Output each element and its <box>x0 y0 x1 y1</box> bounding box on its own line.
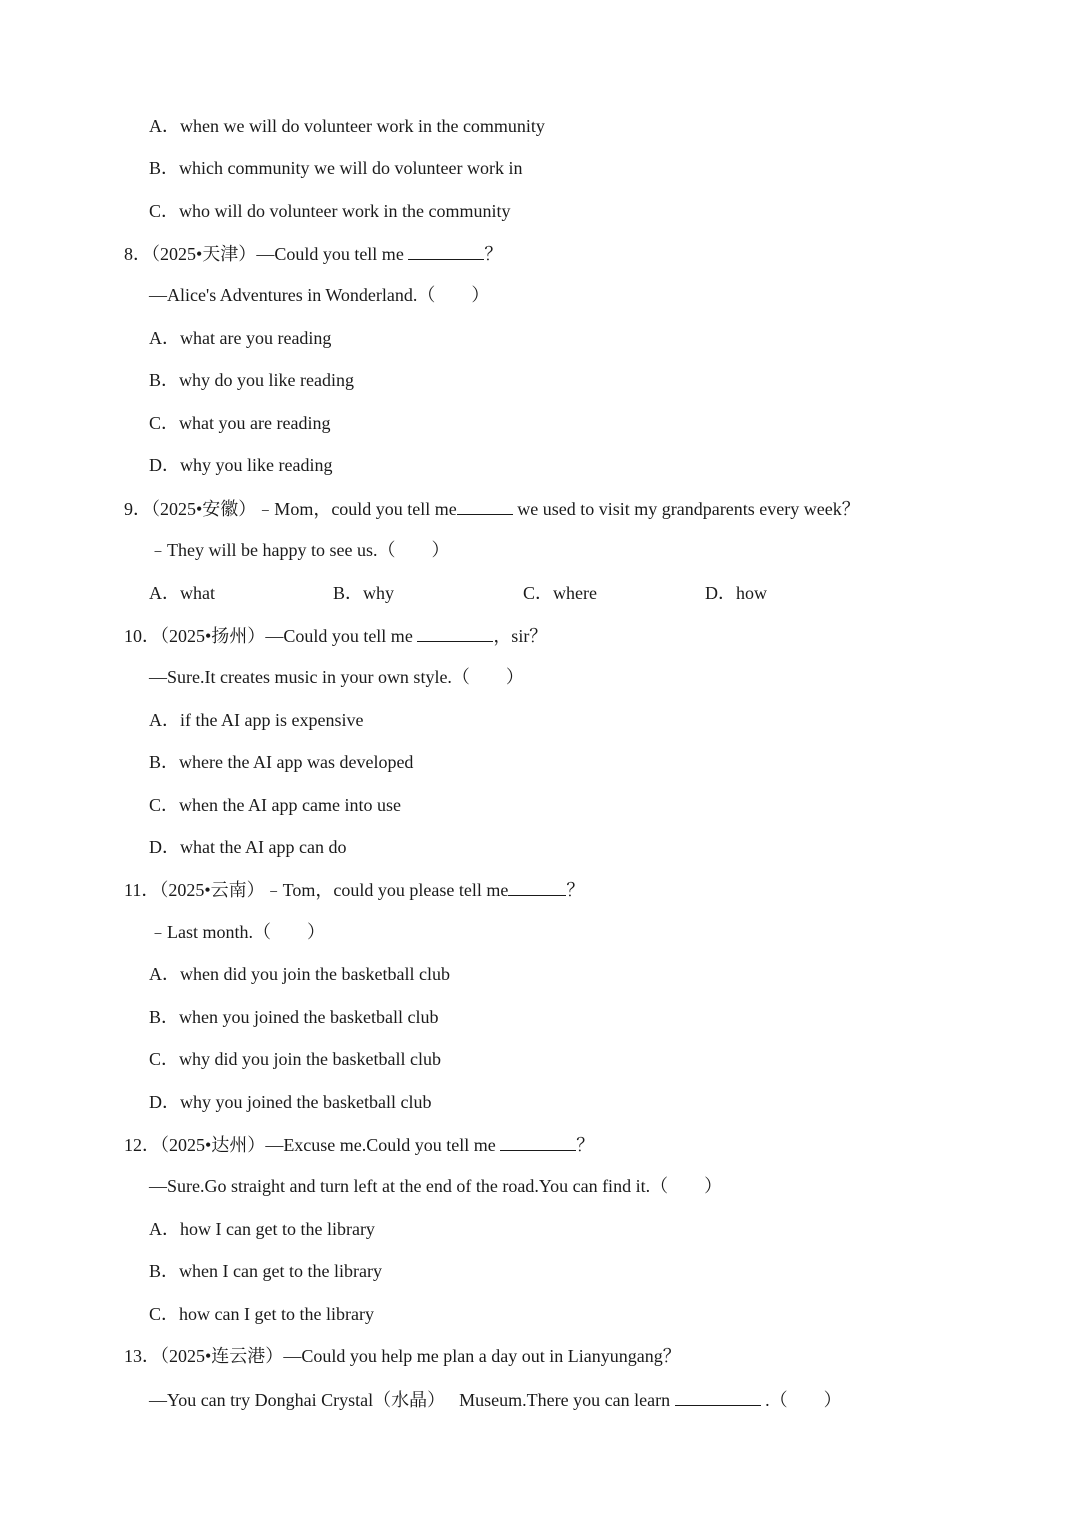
q7-option-c[interactable] <box>149 199 510 223</box>
option-text: why <box>363 583 395 603</box>
question-text: —Excuse me.Could you tell me <box>265 1135 496 1155</box>
answer-blank[interactable] <box>508 877 566 896</box>
q11-option-b[interactable] <box>149 1005 438 1029</box>
q13-stem <box>124 1344 681 1368</box>
option-label: A． <box>149 1219 180 1239</box>
option-label: A． <box>149 116 180 136</box>
q9-option-b[interactable] <box>333 581 394 605</box>
answer-blank[interactable] <box>417 623 493 642</box>
q9-option-c[interactable] <box>523 581 597 605</box>
option-label: A． <box>149 583 180 603</box>
q13-response <box>149 1387 842 1411</box>
answer-blank[interactable] <box>408 241 484 260</box>
q10-response: —Sure.It creates music in your own style.（ ） <box>149 667 524 687</box>
q11-response: ﹣Last month.（ ） <box>149 922 325 942</box>
q8-option-d[interactable] <box>149 453 332 477</box>
q8-stem <box>124 241 502 265</box>
q11-option-d[interactable] <box>149 1090 431 1114</box>
q10-stem <box>124 623 547 647</box>
q12-option-a[interactable] <box>149 1217 375 1241</box>
q9-stem <box>124 496 860 520</box>
question-text: —Could you tell me <box>256 244 404 264</box>
option-label: B． <box>149 752 180 772</box>
q12-option-c[interactable] <box>149 1302 374 1326</box>
question-text-end: ？ <box>566 880 585 900</box>
option-text: what <box>180 583 215 603</box>
option-text: when did you join the basketball club <box>180 964 450 984</box>
option-label: C． <box>149 201 180 221</box>
q9-option-d[interactable] <box>705 581 767 605</box>
question-text-end: ？ <box>576 1135 595 1155</box>
option-label: D． <box>149 837 180 857</box>
question-source: （2025•扬州） <box>160 626 266 646</box>
option-label: A． <box>149 964 180 984</box>
question-number: 11． <box>124 880 160 900</box>
q11-stem <box>124 877 584 901</box>
option-label: B． <box>149 1007 180 1027</box>
q10-option-d[interactable] <box>149 835 346 859</box>
q7-option-b[interactable] <box>149 156 522 180</box>
q11-option-c[interactable] <box>149 1047 441 1071</box>
option-text: when the AI app came into use <box>179 795 401 815</box>
q10-option-a[interactable] <box>149 708 363 732</box>
q12-stem <box>124 1132 594 1156</box>
answer-blank[interactable] <box>675 1387 761 1406</box>
option-text: why do you like reading <box>179 370 354 390</box>
option-text: which community we will do volunteer work in <box>179 158 523 178</box>
question-source: （2025•连云港） <box>160 1346 284 1366</box>
option-text: why did you join the basketball club <box>179 1049 441 1069</box>
question-number: 8． <box>124 244 151 264</box>
option-text: what the AI app can do <box>180 837 347 857</box>
option-label: D． <box>705 583 736 603</box>
question-number: 9． <box>124 499 151 519</box>
option-text: what you are reading <box>179 413 331 433</box>
option-text: what are you reading <box>180 328 332 348</box>
response-text: —You can try Donghai Crystal（水晶） <box>149 1390 446 1410</box>
q9-option-a[interactable] <box>149 581 215 605</box>
option-text: when we will do volunteer work in the community <box>180 116 545 136</box>
question-text: ﹣Tom，could you please tell me <box>264 880 509 900</box>
q10-option-b[interactable] <box>149 750 413 774</box>
option-text: who will do volunteer work in the community <box>179 201 511 221</box>
q12-option-b[interactable] <box>149 1259 382 1283</box>
question-source: （2025•达州） <box>160 1135 266 1155</box>
option-label: C． <box>149 1304 180 1324</box>
option-label: C． <box>523 583 554 603</box>
q8-option-b[interactable] <box>149 368 354 392</box>
option-label: D． <box>149 1092 180 1112</box>
option-text: why you like reading <box>180 455 333 475</box>
q8-option-c[interactable] <box>149 411 330 435</box>
option-label: B． <box>333 583 364 603</box>
answer-blank[interactable] <box>457 496 513 515</box>
option-label: B． <box>149 1261 180 1281</box>
option-label: A． <box>149 710 180 730</box>
option-text: if the AI app is expensive <box>180 710 364 730</box>
option-text: when you joined the basketball club <box>179 1007 439 1027</box>
option-text: how can I get to the library <box>179 1304 374 1324</box>
question-number: 12． <box>124 1135 160 1155</box>
q8-response: —Alice's Adventures in Wonderland.（ ） <box>149 285 490 305</box>
option-label: C． <box>149 795 180 815</box>
q8-option-a[interactable] <box>149 326 331 350</box>
question-text-end: we used to visit my grandparents every week？ <box>512 499 860 519</box>
question-text-end: ？ <box>484 244 503 264</box>
response-text-end: .（ ） <box>765 1390 842 1410</box>
q7-option-a[interactable] <box>149 114 545 138</box>
answer-blank[interactable] <box>500 1132 576 1151</box>
q9-response: ﹣They will be happy to see us.（ ） <box>149 540 450 560</box>
option-text: where the AI app was developed <box>179 752 414 772</box>
q10-option-c[interactable] <box>149 793 401 817</box>
question-number: 10． <box>124 626 160 646</box>
question-text-end: ，sir？ <box>493 626 548 646</box>
option-text: how I can get to the library <box>180 1219 375 1239</box>
response-text-continued: Museum.There you can learn <box>459 1390 671 1410</box>
option-label: D． <box>149 455 180 475</box>
q11-option-a[interactable] <box>149 962 450 986</box>
option-text: when I can get to the library <box>179 1261 382 1281</box>
option-label: A． <box>149 328 180 348</box>
option-text: where <box>553 583 597 603</box>
option-text: how <box>736 583 767 603</box>
question-source: （2025•云南） <box>159 880 265 900</box>
question-text: ﹣Mom，could you tell me <box>256 499 457 519</box>
q12-response: —Sure.Go straight and turn left at the end of the road.You can find it.（ ） <box>149 1176 723 1196</box>
option-label: C． <box>149 413 180 433</box>
question-number: 13． <box>124 1346 160 1366</box>
question-source: （2025•天津） <box>151 244 257 264</box>
option-label: C． <box>149 1049 180 1069</box>
question-text: —Could you help me plan a day out in Lianyungang？ <box>283 1346 681 1366</box>
option-label: B． <box>149 370 180 390</box>
option-text: why you joined the basketball club <box>180 1092 432 1112</box>
option-label: B． <box>149 158 180 178</box>
question-source: （2025•安徽） <box>151 499 257 519</box>
question-text: —Could you tell me <box>265 626 413 646</box>
